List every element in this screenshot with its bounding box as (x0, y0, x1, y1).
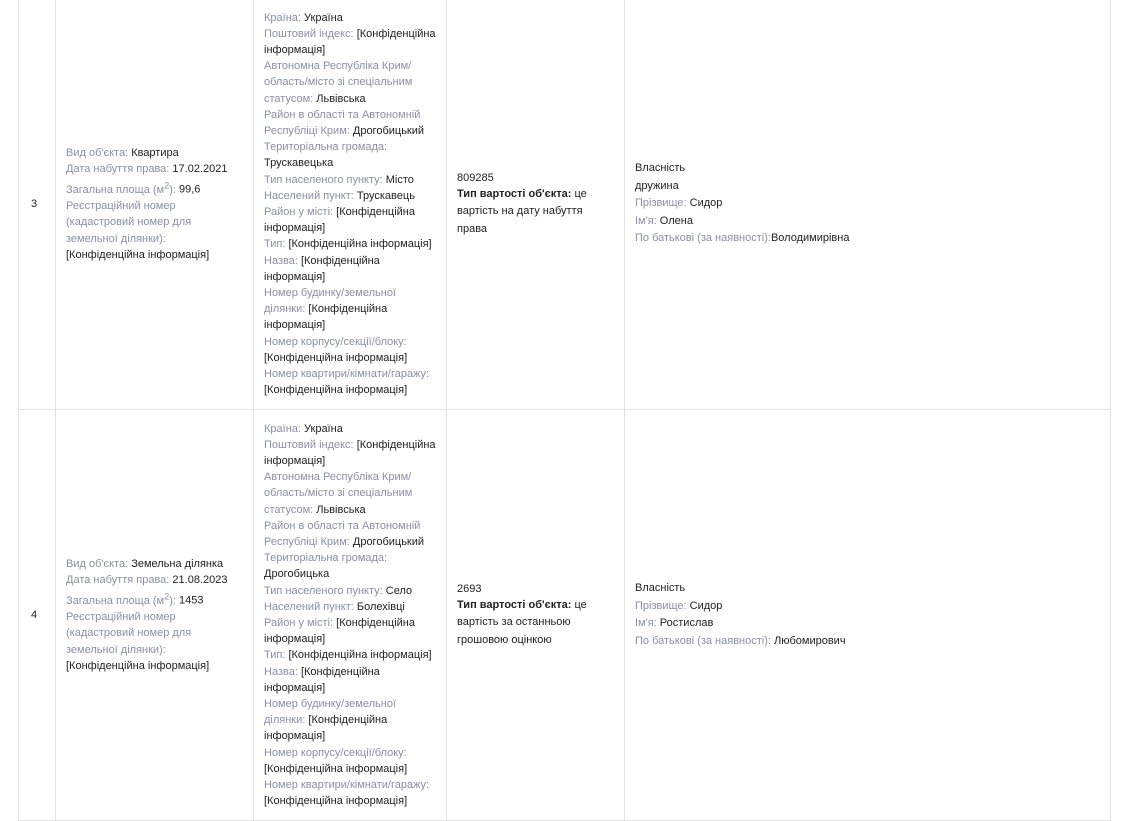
object-info-cell: Вид об'єкта: Земельна ділянка Дата набуття права: 21.08.2023 Загальна площа $(м^2)$: 1453 Реєстраційний номер (кадастровий номер для земельної ділянки): [Конфіденційна інформація] (56, 410, 254, 821)
area-value: 1453 (179, 595, 204, 608)
area-value: 99,6 (179, 184, 201, 197)
cadastral-value: [Конфіденційна інформація] (66, 248, 210, 261)
cost-cell: 809285 Тип вартості об'єкта: це вартість на дату набуття права (447, 0, 625, 410)
object-info-cell: Вид об'єкта: Квартира Дата набуття права: 17.02.2021 Загальна площа $(м^2)$: 99,6 Реєстраційний номер (кадастровий номер для земельної ділянки): [Конфіденційна інформація] (56, 0, 254, 410)
relation-value: дружина (635, 179, 679, 192)
object-type-value: Земельна ділянка (131, 557, 224, 570)
row-index: 4 (19, 410, 56, 821)
table-row (19, 410, 1111, 821)
table-row (19, 0, 1111, 410)
owner-cell: Власність дружина Прізвище: Сидор Ім'я: Олена По батькові (за наявності):Володимирівна (625, 0, 1111, 410)
real-estate-table (18, 0, 1111, 821)
acquire-date-value: 17.02.2021 (172, 163, 228, 176)
cost-cell: 2693 Тип вартості об'єкта: це вартість за останньою грошовою оцінкою (447, 410, 625, 821)
cost-value: 2693 (457, 582, 482, 595)
cadastral-value: [Конфіденційна інформація] (66, 659, 210, 672)
address-cell: Країна: Україна Поштовий індекс: [Конфіденційна інформація] Автономна Республіка Крим/ область/місто зі спеціальним статусом: Львівська Район в області та Автономній Республіці Крим: Дрогобицький Територіальна громада: Трускавецька Тип населеного пункту: Місто Населений пункт: Трускавець Район у місті: [Конфіденційна інформація] Тип: [Конфіденційна інформація] Назва: [Конфіденційна інформація] Номер будинку/земельної ділянки: [Конфіденційна інформація] Номер корпусу/секції/блоку: [Конфіденційна інформація] Номер квартири/кімнати/гаражу: [Конфіденційна інформація] (254, 0, 447, 410)
object-type-value: Квартира (131, 146, 179, 159)
row-index: 3 (19, 0, 56, 410)
cost-value: 809285 (457, 171, 494, 184)
ownership-value: Власність (635, 582, 686, 594)
address-cell: Країна: Україна Поштовий індекс: [Конфіденційна інформація] Автономна Республіка Крим/ область/місто зі спеціальним статусом: Львівська Район в області та Автономній Республіці Крим: Дрогобицький Територіальна громада: Дрогобицька Тип населеного пункту: Село Населений пункт: Болехівці Район у місті: [Конфіденційна інформація] Тип: [Конфіденційна інформація] Назва: [Конфіденційна інформація] Номер будинку/земельної ділянки: [Конфіденційна інформація] Номер корпусу/секції/блоку: [Конфіденційна інформація] Номер квартири/кімнати/гаражу: [Конфіденційна інформація] (254, 410, 447, 821)
acquire-date-value: 21.08.2023 (172, 574, 228, 587)
ownership-value: Власність (635, 162, 686, 175)
owner-cell: Власність Прізвище: Сидор Ім'я: Ростислав По батькові (за наявності): Любомирович (625, 410, 1111, 821)
